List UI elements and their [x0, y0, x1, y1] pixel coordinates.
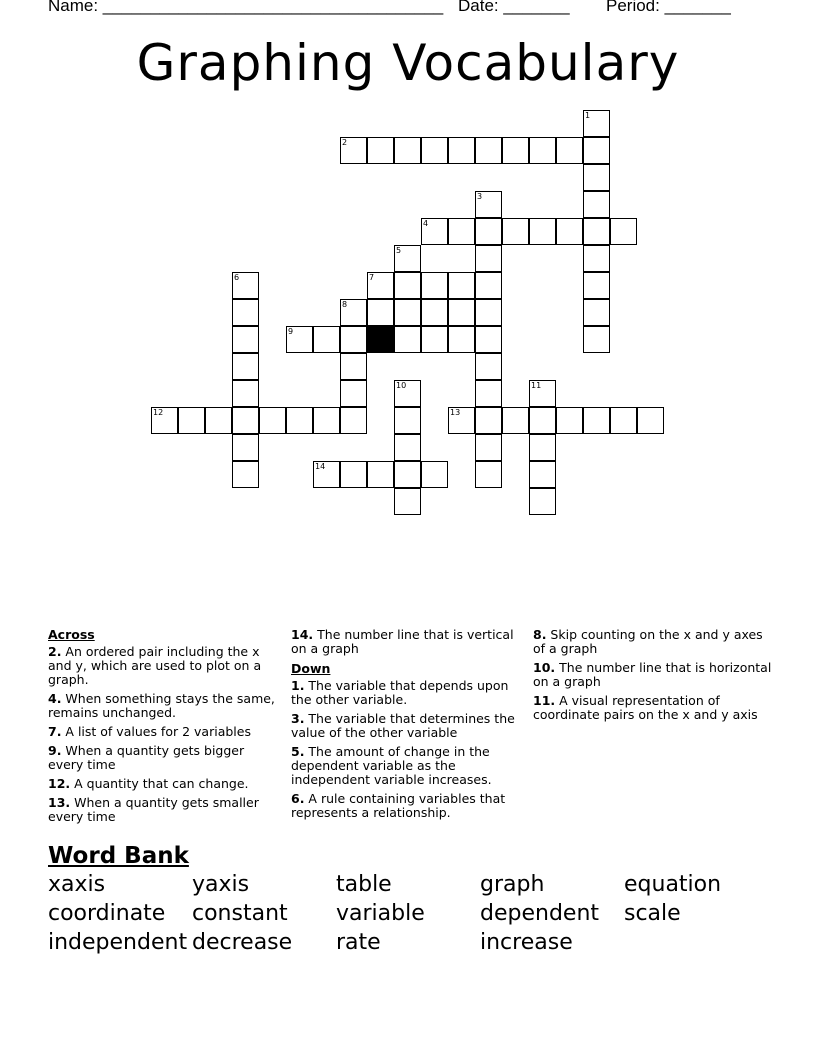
crossword-cell[interactable]: [583, 218, 610, 245]
crossword-cell[interactable]: [394, 326, 421, 353]
crossword-cell[interactable]: [583, 299, 610, 326]
clue-number: 12.: [48, 776, 71, 791]
crossword-cell[interactable]: [286, 407, 313, 434]
word-bank-word: graph: [480, 872, 545, 897]
crossword-cell[interactable]: [394, 137, 421, 164]
crossword-cell[interactable]: [583, 326, 610, 353]
date-field-label[interactable]: Date: _______: [458, 0, 570, 15]
clue-item: [291, 792, 516, 820]
crossword-cell[interactable]: [340, 137, 367, 164]
crossword-cell[interactable]: [475, 407, 502, 434]
page-title: Graphing Vocabulary: [136, 34, 680, 92]
clue-number: 10: [396, 381, 407, 390]
clue-item: [48, 744, 278, 772]
clue-number: 12: [153, 408, 164, 417]
crossword-cell[interactable]: [367, 137, 394, 164]
crossword-cell[interactable]: [340, 407, 367, 434]
crossword-cell[interactable]: [529, 380, 556, 407]
crossword-cell[interactable]: [448, 218, 475, 245]
crossword-cell[interactable]: [421, 299, 448, 326]
crossword-cell[interactable]: [502, 137, 529, 164]
crossword-cell[interactable]: [529, 137, 556, 164]
crossword-cell[interactable]: [178, 407, 205, 434]
crossword-cell[interactable]: [340, 299, 367, 326]
crossword-cell[interactable]: [394, 407, 421, 434]
crossword-cell[interactable]: [583, 191, 610, 218]
crossword-cell[interactable]: [367, 299, 394, 326]
clue-number: 4: [423, 219, 429, 228]
crossword-cell[interactable]: [502, 218, 529, 245]
crossword-cell[interactable]: [475, 326, 502, 353]
crossword-cell[interactable]: [313, 461, 340, 488]
crossword-cell[interactable]: [529, 407, 556, 434]
crossword-cell[interactable]: [475, 353, 502, 380]
clue-text: The number line that is vertical on a graph: [291, 627, 514, 656]
crossword-cell[interactable]: [583, 407, 610, 434]
clue-number: 11: [531, 381, 542, 390]
crossword-cell[interactable]: [529, 218, 556, 245]
clue-item: [533, 661, 773, 689]
clue-text: The amount of change in the dependent variable as the independent variable increases.: [291, 744, 492, 787]
word-bank-word: dependent: [480, 901, 600, 926]
word-bank-word: rate: [336, 930, 381, 955]
crossword-cell[interactable]: [475, 272, 502, 299]
crossword-cell[interactable]: [448, 407, 475, 434]
word-bank-word: variable: [336, 901, 425, 926]
clue-text: A rule containing variables that represents a relationship.: [291, 791, 506, 820]
clue-number: 9: [288, 327, 294, 336]
crossword-cell[interactable]: [529, 461, 556, 488]
clue-item: [48, 645, 278, 687]
clue-text: A quantity that can change.: [70, 776, 249, 791]
clue-number: 6: [234, 273, 240, 282]
clue-text: The number line that is horizontal on a graph: [533, 660, 772, 689]
crossword-cell[interactable]: [610, 407, 637, 434]
word-bank-title: Word Bank: [48, 843, 189, 869]
crossword-cell[interactable]: [313, 326, 340, 353]
clue-number: 8.: [533, 627, 547, 642]
clue-text: A list of values for 2 variables: [61, 724, 251, 739]
clue-number: 8: [342, 300, 348, 309]
crossword-cell[interactable]: [232, 461, 259, 488]
crossword-cell[interactable]: [286, 326, 313, 353]
crossword-cell[interactable]: [259, 407, 286, 434]
word-bank-word: constant: [192, 901, 288, 926]
crossword-cell[interactable]: [475, 191, 502, 218]
crossword-cell[interactable]: [556, 218, 583, 245]
crossword-cell[interactable]: [394, 434, 421, 461]
crossword-cell[interactable]: [367, 272, 394, 299]
clue-number: 14.: [291, 627, 314, 642]
crossword-cell[interactable]: [529, 488, 556, 515]
period-field-label[interactable]: Period: _______: [606, 0, 731, 15]
clues-column-2: [291, 628, 516, 825]
word-bank-word: decrease: [192, 930, 293, 955]
word-bank: [48, 872, 768, 955]
clue-item: [48, 796, 278, 824]
clue-number: 2.: [48, 644, 62, 659]
clue-text: A visual representation of coordinate pairs on the x and y axis: [533, 693, 758, 722]
clue-text: When a quantity gets smaller every time: [48, 795, 259, 824]
clue-item: [533, 628, 773, 656]
crossword-cell[interactable]: [232, 434, 259, 461]
crossword-cell[interactable]: [448, 326, 475, 353]
crossword-cell[interactable]: [232, 407, 259, 434]
crossword-cell[interactable]: [475, 137, 502, 164]
crossword-cell[interactable]: [340, 326, 367, 353]
word-bank-word: table: [336, 872, 392, 897]
crossword-cell[interactable]: [340, 461, 367, 488]
crossword-cell[interactable]: [232, 272, 259, 299]
crossword-cell[interactable]: [313, 407, 340, 434]
clue-number: 14: [315, 462, 326, 471]
crossword-cell[interactable]: [475, 245, 502, 272]
crossword-cell[interactable]: [475, 218, 502, 245]
crossword-cell[interactable]: [583, 245, 610, 272]
clue-number: 13.: [48, 795, 71, 810]
crossword-cell[interactable]: [556, 407, 583, 434]
clue-number: 9.: [48, 743, 62, 758]
crossword-cell[interactable]: [421, 272, 448, 299]
clue-number: 5.: [291, 744, 305, 759]
word-bank-word: xaxis: [48, 872, 106, 897]
clue-item: [48, 692, 278, 720]
down-heading: Down: [291, 661, 331, 676]
crossword-cell[interactable]: [637, 407, 664, 434]
crossword-cell[interactable]: [529, 434, 556, 461]
crossword-cell[interactable]: [610, 218, 637, 245]
clue-number: 1: [585, 111, 591, 120]
crossword-cell[interactable]: [583, 137, 610, 164]
clue-number: 7.: [48, 724, 62, 739]
crossword-cell[interactable]: [475, 380, 502, 407]
clue-item: [291, 628, 516, 656]
crossword-cell[interactable]: [340, 353, 367, 380]
crossword-cell[interactable]: [367, 461, 394, 488]
crossword-cell[interactable]: [394, 272, 421, 299]
clue-item: [533, 694, 773, 722]
crossword-cell[interactable]: [475, 461, 502, 488]
crossword-cell[interactable]: [394, 245, 421, 272]
clue-number: 6.: [291, 791, 305, 806]
crossword-cell[interactable]: [448, 272, 475, 299]
crossword-cell[interactable]: [583, 272, 610, 299]
crossword-cell[interactable]: [394, 299, 421, 326]
clues-column-1: [48, 628, 278, 829]
crossword-cell[interactable]: [421, 461, 448, 488]
crossword-cell[interactable]: [556, 137, 583, 164]
clue-number: 3: [477, 192, 483, 201]
clue-text: An ordered pair including the x and y, which are used to plot on a graph.: [48, 644, 262, 687]
clue-number: 5: [396, 246, 402, 255]
crossword-cell[interactable]: [475, 299, 502, 326]
word-bank-word: increase: [480, 930, 573, 955]
clue-text: The variable that depends upon the other variable.: [291, 678, 509, 707]
clue-item: [291, 679, 516, 707]
crossword-cell[interactable]: [421, 218, 448, 245]
crossword-cell[interactable]: [421, 137, 448, 164]
crossword-cell[interactable]: [421, 326, 448, 353]
crossword-cell[interactable]: [448, 299, 475, 326]
clue-number: 10.: [533, 660, 556, 675]
clue-text: The variable that determines the value of the other variable: [291, 711, 515, 740]
crossword-cell[interactable]: [394, 488, 421, 515]
crossword-cell[interactable]: [232, 353, 259, 380]
clue-number: 2: [342, 138, 348, 147]
clue-text: When a quantity gets bigger every time: [48, 743, 245, 772]
word-bank-word: independent: [48, 930, 188, 955]
crossword-cell[interactable]: [232, 326, 259, 353]
crossword-cell[interactable]: [340, 380, 367, 407]
clue-item: [48, 725, 278, 739]
crossword-cell[interactable]: [448, 137, 475, 164]
crossword-cell[interactable]: [151, 407, 178, 434]
crossword-blocked-cell: [367, 326, 394, 353]
clue-item: [291, 745, 516, 787]
clue-number: 11.: [533, 693, 556, 708]
clue-text: When something stays the same, remains unchanged.: [48, 691, 275, 720]
clue-item: [291, 712, 516, 740]
clue-number: 3.: [291, 711, 305, 726]
crossword-cell[interactable]: [205, 407, 232, 434]
across-heading: Across: [48, 627, 95, 642]
crossword-cell[interactable]: [583, 164, 610, 191]
clue-number: 4.: [48, 691, 62, 706]
word-bank-word: yaxis: [192, 872, 250, 897]
name-field-label[interactable]: Name: ____________________________________: [48, 0, 444, 15]
crossword-cell[interactable]: [394, 380, 421, 407]
crossword-cell[interactable]: [502, 407, 529, 434]
clues-column-3: [533, 628, 773, 727]
crossword-cell[interactable]: [232, 380, 259, 407]
clue-number: 7: [369, 273, 375, 282]
clue-number: 1.: [291, 678, 305, 693]
crossword-cell[interactable]: [232, 299, 259, 326]
clue-number: 13: [450, 408, 461, 417]
clue-text: Skip counting on the x and y axes of a graph: [533, 627, 763, 656]
crossword-cell[interactable]: [583, 110, 610, 137]
word-bank-word: coordinate: [48, 901, 166, 926]
word-bank-word: scale: [624, 901, 681, 926]
clue-item: [48, 777, 278, 791]
word-bank-word: equation: [624, 872, 722, 897]
crossword-cell[interactable]: [394, 461, 421, 488]
crossword-cell[interactable]: [475, 434, 502, 461]
